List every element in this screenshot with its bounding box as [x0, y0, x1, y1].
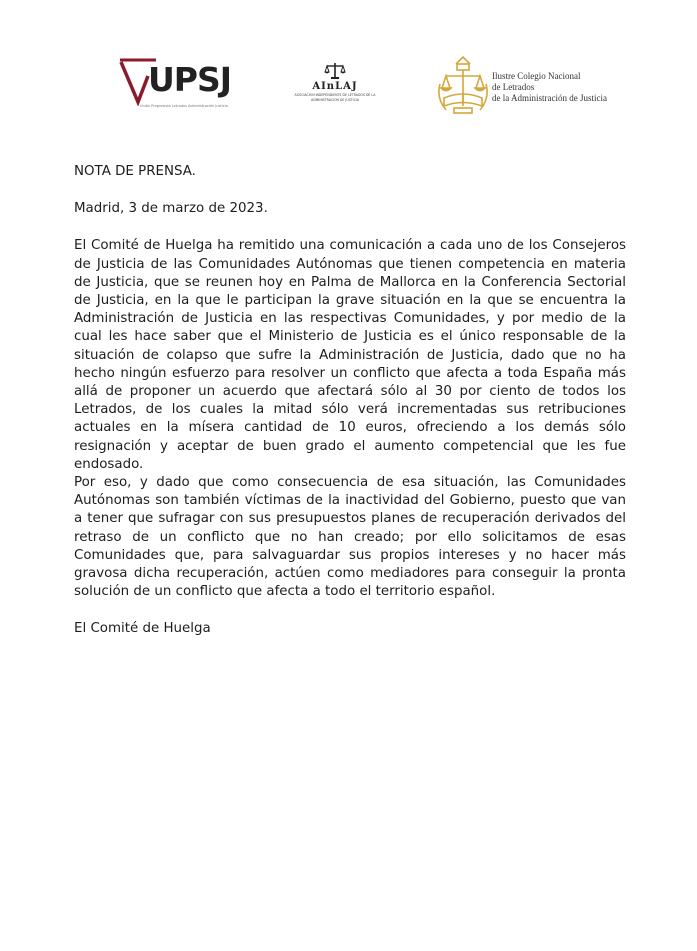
colegio-name-line3: de la Administración de Justicia — [492, 93, 607, 103]
document-heading: NOTA DE PRENSA. — [74, 164, 196, 179]
upsj-subtitle: Unión Progresista Letrados Administración Justicia — [140, 104, 228, 108]
paragraph-1: El Comité de Huelga ha remitido una comunicación a cada uno de los Consejeros de Justicia de las Comunidades Autónomas que tienen competencia en materia de Justicia, que se reunen hoy en Palma de Mallorca en la Conferencia Sectorial de Justicia, en la que le participan la grave situación en la que se encuentra la Administración de Justicia en las respectivas Comunidades, y por medio de la cual les hace saber que el Ministerio de Justicia es el único responsable de la situación de colapso que sufre la Administración de Justicia, dado que no ha hecho ningún esfuerzo para resolver un conflicto que afecta a toda España más allá de proponer un acuerdo que afectará sólo al 30 por ciento de todos los Letrados, de los cuales la mitad sólo verá incrementadas sus retribuciones actuales en la mísera cantidad de 10 euros, ofreciendo a los demás sólo resignación y aceptar de buen grado el aumento competencial que les fue endosado. — [74, 238, 626, 472]
upsj-logo — [118, 56, 232, 116]
ainlaj-subtitle-line2: ADMINISTRACIÓN DE JUSTICIA — [311, 98, 359, 102]
colegio-name-line2: de Letrados — [492, 82, 535, 92]
upsj-wordmark: UPSJ — [148, 60, 232, 99]
ainlaj-subtitle-line1: ASOCIACIÓN INDEPENDIENTE DE LETRADOS DE LA — [294, 93, 376, 97]
document-body — [74, 163, 626, 639]
colegio-crest-icon — [436, 54, 490, 118]
colegio-name-line1: Ilustre Colegio Nacional — [492, 71, 581, 81]
colegio-logo — [436, 54, 626, 118]
document-date: Madrid, 3 de marzo de 2023. — [74, 201, 268, 217]
scales-of-justice-icon — [324, 62, 346, 80]
signature: El Comité de Huelga — [74, 621, 211, 637]
ainlaj-logo — [280, 62, 390, 112]
paragraph-2: Por eso, y dado que como consecuencia de esa situación, las Comunidades Autónomas son también víctimas de la inactividad del Gobierno, puesto que van a tener que sufragar con sus presupuestos planes de recuperación derivados del retraso de un conflicto que no han creado; por ello solicitamos de esas Comunidades que, para salvaguardar sus propios intereses y no hacer más gravosa dicha recuperación, actúen como mediadores para conseguir la pronta solución de un conflicto que afecta a todo el territorio español. — [74, 475, 626, 600]
colegio-name — [492, 71, 626, 104]
ainlaj-wordmark: AInLAJ — [312, 81, 358, 92]
